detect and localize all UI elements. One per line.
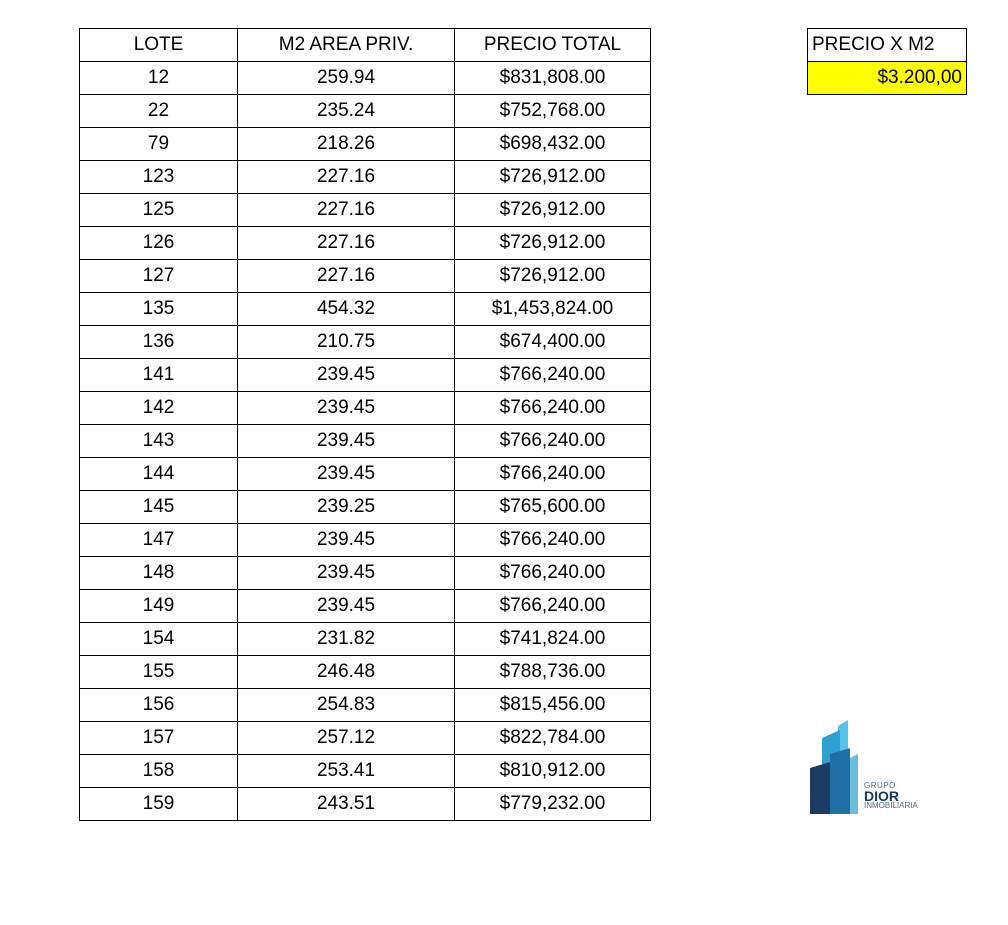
cell-lote: 135 [80,293,238,326]
logo-text-dior: DIOR [864,788,899,804]
column-header-price: PRECIO TOTAL [455,29,651,62]
cell-lote: 158 [80,755,238,788]
cell-lote: 149 [80,590,238,623]
cell-area: 239.45 [238,590,455,623]
cell-lote: 145 [80,491,238,524]
table-row [80,524,651,557]
table-row [80,194,651,227]
cell-price: $766,240.00 [455,590,651,623]
cell-area: 239.45 [238,557,455,590]
logo-building-sliver [850,754,858,814]
table-row [80,689,651,722]
table-row [80,326,651,359]
cell-price: $765,600.00 [455,491,651,524]
table-row [80,260,651,293]
table-row [80,293,651,326]
cell-price: $726,912.00 [455,194,651,227]
cell-price: $822,784.00 [455,722,651,755]
cell-price: $788,736.00 [455,656,651,689]
cell-price: $726,912.00 [455,161,651,194]
cell-price: $810,912.00 [455,755,651,788]
table-row [80,557,651,590]
cell-lote: 147 [80,524,238,557]
cell-price: $741,824.00 [455,623,651,656]
cell-lote: 142 [80,392,238,425]
cell-price: $726,912.00 [455,227,651,260]
building-logo-icon [808,718,868,818]
cell-lote: 144 [80,458,238,491]
cell-lote: 143 [80,425,238,458]
cell-price: $1,453,824.00 [455,293,651,326]
table-header-row [80,29,651,62]
logo-text-grupo: GRUPO [864,781,896,790]
table-row [80,623,651,656]
table-row [80,128,651,161]
logo-text-inmobiliaria: INMOBILIARIA [864,801,918,810]
cell-lote: 159 [80,788,238,821]
cell-price: $698,432.00 [455,128,651,161]
cell-price: $674,400.00 [455,326,651,359]
price-per-m2-value: $3.200,00 [808,62,967,95]
price-per-m2-label: PRECIO X M2 [808,29,967,62]
cell-area: 227.16 [238,227,455,260]
cell-area: 454.32 [238,293,455,326]
cell-lote: 127 [80,260,238,293]
cell-area: 239.45 [238,392,455,425]
table-row [80,722,651,755]
cell-lote: 79 [80,128,238,161]
cell-price: $752,768.00 [455,95,651,128]
cell-lote: 126 [80,227,238,260]
column-header-lote: LOTE [80,29,238,62]
cell-price: $766,240.00 [455,557,651,590]
cell-area: 231.82 [238,623,455,656]
cell-area: 246.48 [238,656,455,689]
cell-area: 239.45 [238,359,455,392]
cell-lote: 154 [80,623,238,656]
cell-lote: 156 [80,689,238,722]
cell-lote: 155 [80,656,238,689]
cell-lote: 22 [80,95,238,128]
table-row [80,227,651,260]
table-row [80,755,651,788]
cell-price: $766,240.00 [455,524,651,557]
table-row [80,392,651,425]
table-row [80,590,651,623]
table-row [80,161,651,194]
logo-building-front [810,762,830,814]
cell-area: 235.24 [238,95,455,128]
cell-area: 259.94 [238,62,455,95]
cell-area: 239.25 [238,491,455,524]
cell-lote: 136 [80,326,238,359]
cell-area: 254.83 [238,689,455,722]
cell-lote: 141 [80,359,238,392]
cell-lote: 148 [80,557,238,590]
logo-building-mid [830,748,850,814]
cell-price: $831,808.00 [455,62,651,95]
cell-area: 218.26 [238,128,455,161]
table-row [80,491,651,524]
price-per-m2-box [807,28,967,95]
cell-price: $779,232.00 [455,788,651,821]
cell-price: $726,912.00 [455,260,651,293]
company-logo [808,718,938,818]
cell-lote: 125 [80,194,238,227]
cell-price: $766,240.00 [455,392,651,425]
table-row [80,359,651,392]
table-row [80,95,651,128]
table-row [80,458,651,491]
cell-price: $766,240.00 [455,425,651,458]
cell-lote: 157 [80,722,238,755]
table-row [80,656,651,689]
cell-area: 210.75 [238,326,455,359]
cell-area: 227.16 [238,260,455,293]
table-row [80,425,651,458]
lots-table [79,28,651,821]
cell-lote: 12 [80,62,238,95]
column-header-area: M2 AREA PRIV. [238,29,455,62]
cell-area: 257.12 [238,722,455,755]
cell-area: 227.16 [238,161,455,194]
cell-area: 253.41 [238,755,455,788]
cell-area: 243.51 [238,788,455,821]
table-row [80,788,651,821]
cell-area: 239.45 [238,425,455,458]
cell-price: $766,240.00 [455,458,651,491]
cell-price: $766,240.00 [455,359,651,392]
cell-lote: 123 [80,161,238,194]
table-row [80,62,651,95]
table-body [80,62,651,821]
cell-area: 227.16 [238,194,455,227]
cell-area: 239.45 [238,524,455,557]
cell-area: 239.45 [238,458,455,491]
cell-price: $815,456.00 [455,689,651,722]
